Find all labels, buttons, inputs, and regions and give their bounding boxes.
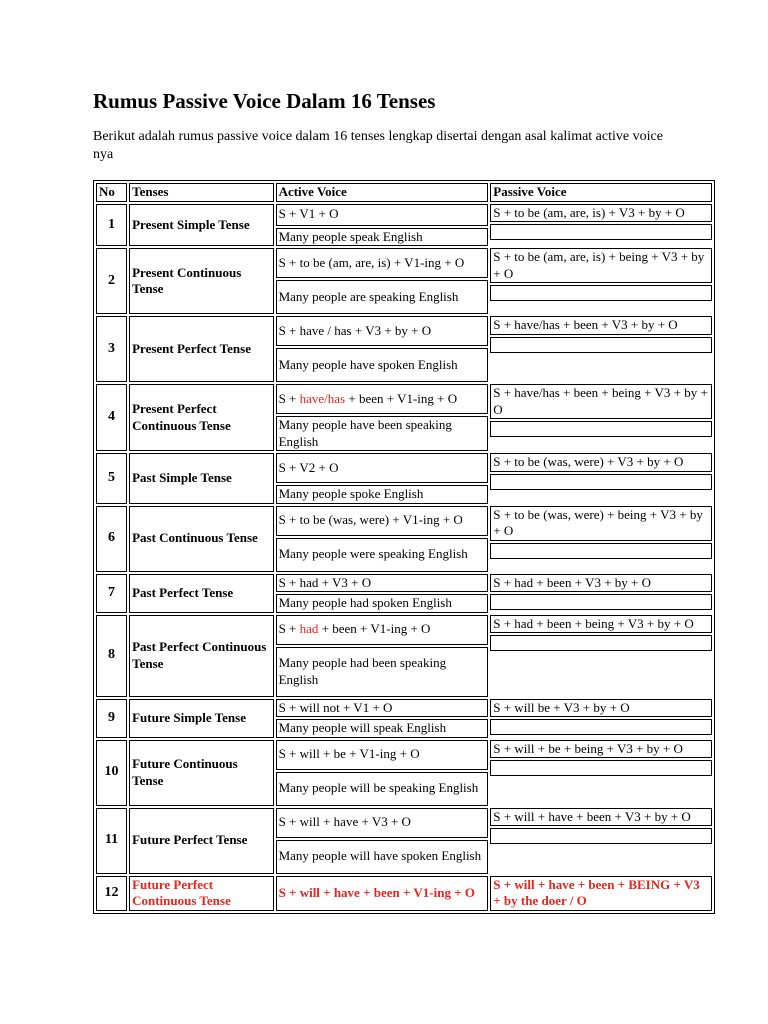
table-row-9 (96, 699, 712, 718)
passive-formula-text: S + to be (am, are, is) + V3 + by + O (490, 204, 712, 223)
table-row-3 (96, 316, 712, 346)
passive-example-empty (490, 760, 712, 776)
tense-name: Past Perfect Continuous Tense (129, 615, 273, 697)
table-body (96, 204, 712, 874)
document-page (93, 88, 715, 908)
header-active-voice: Active Voice (276, 183, 489, 202)
passive-formula-wrapper (490, 574, 712, 611)
active-formula-text: S + will + be + V1-ing + O (278, 746, 420, 762)
passive-formula (490, 248, 712, 314)
active-formula (276, 740, 489, 770)
row-number: 10 (96, 740, 127, 806)
active-example: Many people will have spoken English (276, 840, 489, 874)
table-row-5 (96, 453, 712, 483)
tense-name: Present Perfect Tense (129, 316, 273, 382)
passive-formula-wrapper (490, 384, 712, 437)
active-example: Many people had spoken English (276, 594, 489, 613)
active-formula-text: S + (278, 621, 300, 637)
passive-example-empty (490, 828, 712, 844)
row-number: 9 (96, 699, 127, 738)
intro-paragraph: Berikut adalah rumus passive voice dalam 16 tenses lengkap disertai dengan asal kalimat active voice nya (93, 129, 663, 162)
table-row-8 (96, 615, 712, 645)
active-formula (276, 248, 489, 278)
passive-example-empty (490, 719, 712, 735)
passive-example-empty (490, 224, 712, 240)
active-formula (276, 316, 489, 346)
passive-formula-wrapper (490, 316, 712, 353)
passive-formula (490, 740, 712, 806)
active-formula-text: S + will + have + V3 + O (278, 814, 411, 830)
passive-formula-wrapper (490, 453, 712, 490)
passive-example-empty (490, 285, 712, 301)
passive-formula-text: S + have/has + been + being + V3 + by + O (490, 384, 712, 419)
passive-formula-wrapper (490, 204, 712, 241)
passive-formula-text: S + had + been + being + V3 + by + O (490, 615, 712, 634)
passive-formula-text: S + to be (was, were) + being + V3 + by + O (490, 506, 712, 541)
tenses-table (93, 180, 715, 914)
row-number: 8 (96, 615, 127, 697)
passive-formula (490, 316, 712, 382)
passive-formula-wrapper (490, 506, 712, 559)
passive-example-empty (490, 337, 712, 353)
passive-formula (490, 506, 712, 572)
passive-formula-text: S + to be (was, were) + V3 + by + O (490, 453, 712, 472)
active-example: Many people will speak English (276, 719, 489, 738)
row-number: 6 (96, 506, 127, 572)
table-row-11 (96, 808, 712, 838)
active-formula-highlight: had (299, 621, 319, 637)
row-number: 12 (96, 876, 127, 911)
active-formula-text: S + (278, 390, 300, 406)
active-formula-text: S + to be (was, were) + V1-ing + O (278, 512, 463, 528)
passive-formula (490, 808, 712, 874)
active-example: Many people will be speaking English (276, 772, 489, 806)
active-example: Many people had been speaking English (276, 647, 489, 697)
tense-name: Present Continuous Tense (129, 248, 273, 314)
active-formula-text: S + to be (am, are, is) + V1-ing + O (278, 254, 465, 270)
passive-formula-wrapper (490, 740, 712, 777)
row-number: 1 (96, 204, 127, 247)
row-number: 3 (96, 316, 127, 382)
table-row-2 (96, 248, 712, 278)
passive-formula-wrapper (490, 615, 712, 652)
tense-name: Past Perfect Tense (129, 574, 273, 613)
passive-formula (490, 384, 712, 451)
active-formula-text: + been + V1-ing + O (345, 390, 458, 406)
active-formula (276, 506, 489, 536)
table-row-4 (96, 384, 712, 414)
active-example: Many people spoke English (276, 485, 489, 504)
active-formula (276, 204, 489, 226)
passive-formula-text: S + will + have + been + V3 + by + O (490, 808, 712, 827)
tense-name: Future Perfect Tense (129, 808, 273, 874)
active-formula-text: S + have / has + V3 + by + O (278, 322, 432, 338)
row-number: 7 (96, 574, 127, 613)
active-formula (276, 808, 489, 838)
active-example: Many people were speaking English (276, 538, 489, 572)
active-example: Many people have been speaking English (276, 416, 489, 451)
active-formula-highlight: have/has (299, 390, 346, 406)
header-no: No (96, 183, 127, 202)
passive-example-empty (490, 594, 712, 610)
passive-formula (490, 699, 712, 738)
passive-formula (490, 574, 712, 613)
passive-formula-text: S + have/has + been + V3 + by + O (490, 316, 712, 335)
active-formula-text: S + V2 + O (278, 459, 339, 475)
passive-example-empty (490, 543, 712, 559)
page-title: Rumus Passive Voice Dalam 16 Tenses (93, 89, 436, 113)
passive-formula (490, 204, 712, 247)
active-formula (276, 384, 489, 414)
tense-name: Present Simple Tense (129, 204, 273, 247)
passive-example-empty (490, 421, 712, 437)
active-formula-text: + been + V1-ing + O (318, 621, 431, 637)
passive-formula (490, 453, 712, 504)
active-example: Many people are speaking English (276, 280, 489, 314)
tense-name: Past Continuous Tense (129, 506, 273, 572)
active-example: Many people speak English (276, 228, 489, 247)
row-number: 5 (96, 453, 127, 504)
passive-example-empty (490, 635, 712, 651)
active-formula (276, 699, 489, 718)
header-tenses: Tenses (129, 183, 273, 202)
table-header-row (96, 183, 712, 202)
active-formula-text: S + had + V3 + O (278, 574, 372, 590)
row-number: 2 (96, 248, 127, 314)
table-row-1 (96, 204, 712, 226)
passive-example-empty (490, 474, 712, 490)
active-formula (276, 453, 489, 483)
active-example: Many people have spoken English (276, 348, 489, 382)
table-row-7 (96, 574, 712, 593)
active-formula-text: S + will not + V1 + O (278, 699, 393, 715)
passive-formula-wrapper (490, 248, 712, 301)
row-number: 4 (96, 384, 127, 451)
tense-name: Future Simple Tense (129, 699, 273, 738)
tense-name: Present Perfect Continuous Tense (129, 384, 273, 451)
passive-formula: S + will + have + been + BEING + V3 + by the doer / O (490, 876, 712, 911)
tense-name: Past Simple Tense (129, 453, 273, 504)
tense-name: Future Continuous Tense (129, 740, 273, 806)
table-row-10 (96, 740, 712, 770)
passive-formula-text: S + will be + V3 + by + O (490, 699, 712, 718)
tense-name: Future Perfect Continuous Tense (129, 876, 273, 911)
active-formula: S + will + have + been + V1-ing + O (276, 876, 489, 911)
passive-formula-wrapper (490, 808, 712, 845)
passive-formula-text: S + will + be + being + V3 + by + O (490, 740, 712, 759)
active-formula (276, 574, 489, 593)
passive-formula-text: S + to be (am, are, is) + being + V3 + by + O (490, 248, 712, 283)
header-passive-voice: Passive Voice (490, 183, 712, 202)
row-number: 11 (96, 808, 127, 874)
active-formula (276, 615, 489, 645)
table-row-12 (96, 876, 712, 911)
passive-formula-wrapper (490, 699, 712, 736)
table-row-6 (96, 506, 712, 536)
passive-formula-text: S + had + been + V3 + by + O (490, 574, 712, 593)
passive-formula (490, 615, 712, 697)
active-formula-text: S + V1 + O (278, 206, 339, 222)
